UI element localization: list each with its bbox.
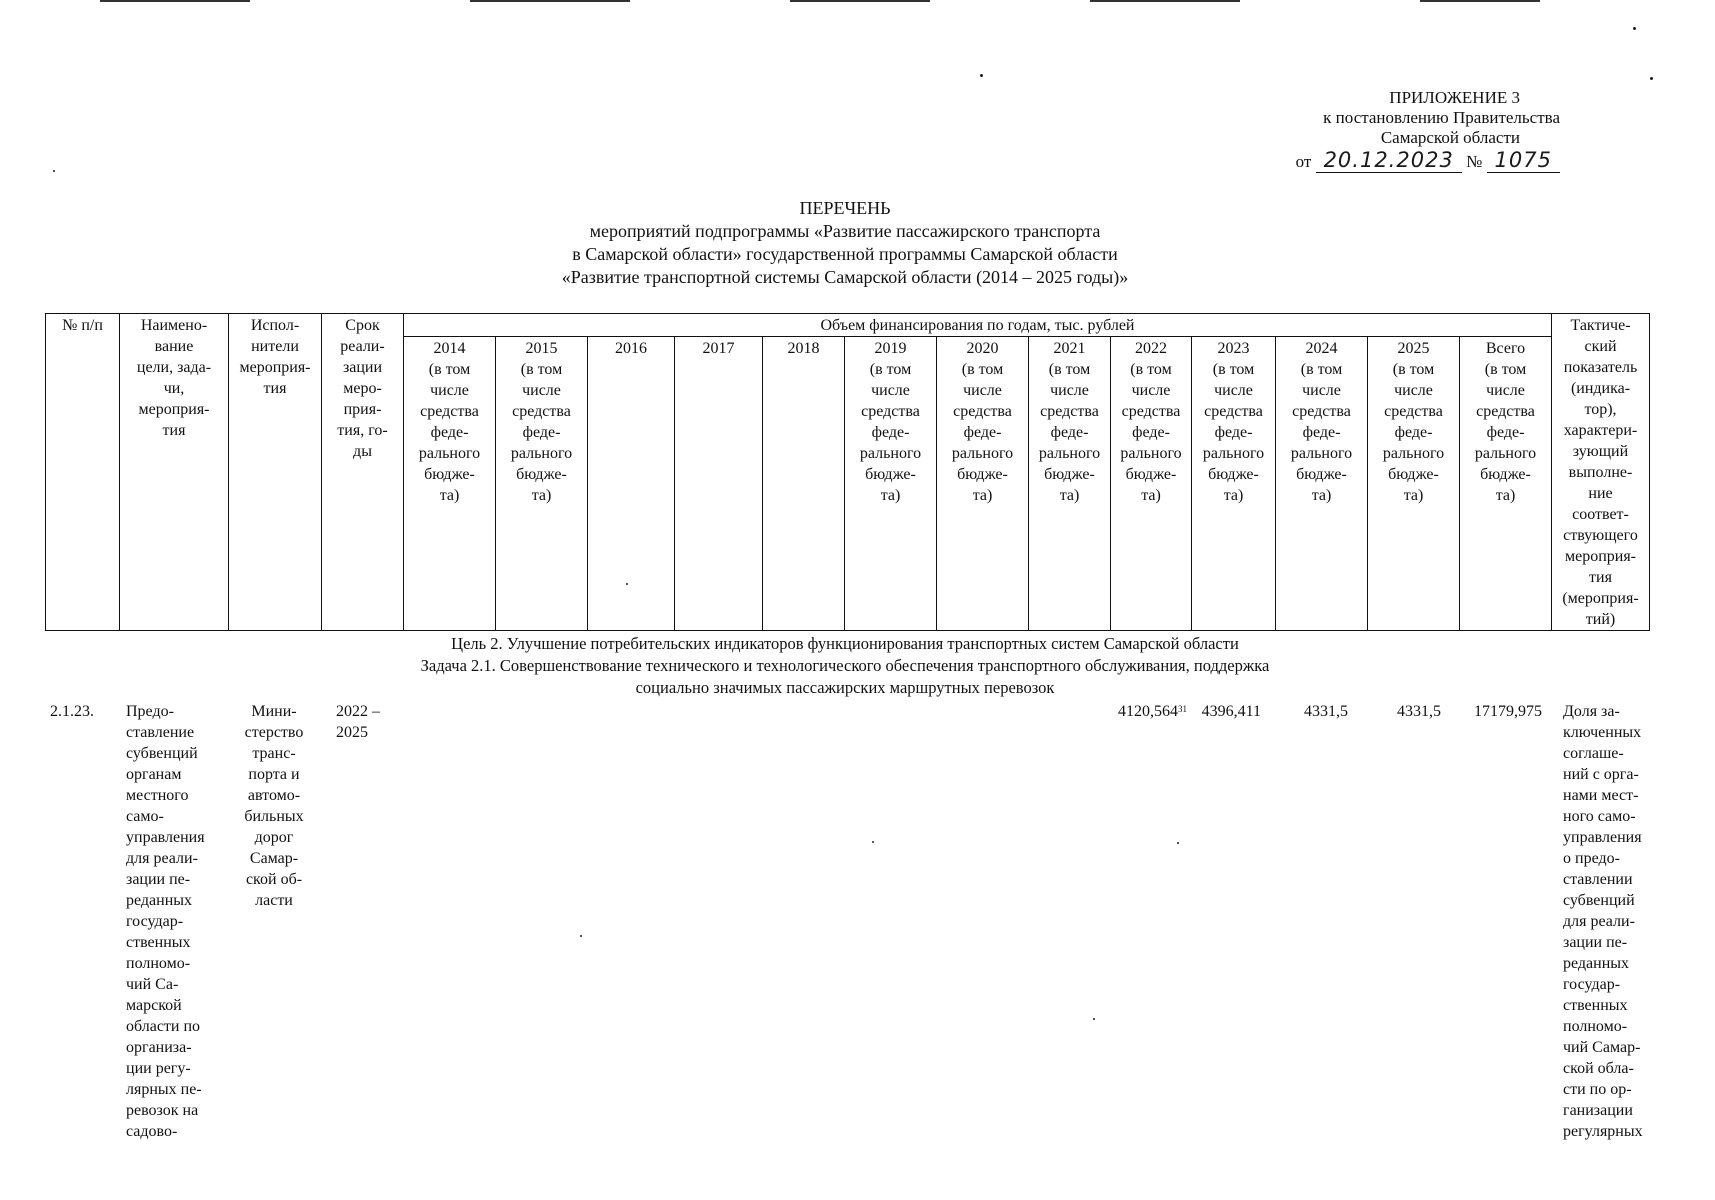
- title-line-2: мероприятий подпрограммы «Развитие пассажирского транспорта: [589, 221, 1101, 241]
- appendix-date-number: [1240, 150, 1560, 172]
- appendix-resolution-line: к постановлению Правительства: [1323, 108, 1560, 127]
- year-label: 2022: [1135, 340, 1167, 358]
- year-label: 2016: [615, 340, 647, 358]
- row-number: 2.1.23.: [50, 703, 94, 720]
- header-year-2017: [675, 337, 763, 631]
- year-label: 2021: [1053, 340, 1086, 358]
- header-year-2025: [1368, 337, 1460, 631]
- year-label: 2014: [433, 340, 466, 358]
- scan-edge-mark: [1090, 0, 1240, 2]
- scan-edge-mark: [470, 0, 630, 2]
- year-note: (в том числе средства феде- рального бюдже- та): [1382, 361, 1445, 505]
- header-col-term: Срок реали- зации меро- прия- тия, го- ды: [322, 314, 404, 631]
- year-note: (в том числе средства феде- рального бюдже- та): [418, 361, 481, 505]
- year-label: 2025: [1397, 340, 1430, 358]
- row-indicator: Доля за- ключенных соглаше- ний с орга- нами мест- ного само- управления о предо- ставлении субвенций для реали- зации пе- реданных государ- ственных полномо- чий Самар- ской обла- сти по ор- ганизации регулярных: [1563, 703, 1643, 1140]
- year-note: (в том числе средства феде- рального бюдже- та): [1202, 361, 1265, 505]
- year-note: (в том числе средства феде- рального бюдже- та): [859, 361, 922, 505]
- value-2022: 4120,564$^{31}$: [1118, 703, 1187, 720]
- header-year-2016: [588, 337, 675, 631]
- value-2024: 4331,5: [1304, 703, 1348, 720]
- value-2025: 4331,5: [1397, 703, 1441, 720]
- header-year-2022: [1111, 337, 1192, 631]
- number-label: №: [1466, 152, 1483, 171]
- year-note: (в том числе средства феде- рального бюдже- та): [951, 361, 1014, 505]
- task-heading-line-2: социально значимых пассажирских маршрутных перевозок: [635, 678, 1055, 697]
- header-year-total: [1460, 337, 1552, 631]
- title-line-3: в Самарской области» государственной программы Самарской области: [572, 244, 1118, 264]
- header-year-2021: [1029, 337, 1111, 631]
- year-label: 2023: [1217, 340, 1250, 358]
- year-note: (в том числе средства феде- рального бюдже- та): [1120, 361, 1182, 505]
- value-total: 17179,975: [1474, 703, 1542, 720]
- scan-edge-mark: [790, 0, 930, 2]
- document-title: [0, 197, 1690, 289]
- scan-edge-mark: [100, 0, 250, 2]
- header-year-2020: [937, 337, 1029, 631]
- year-note: (в том числе средства феде- рального бюдже- та): [510, 361, 573, 505]
- header-col-indicator: Тактиче- ский показатель (индика- тор), характери- зующий выполне- ние соответ- ствующего мероприя- тия (мероприя- тий): [1552, 314, 1650, 631]
- header-year-2014: [404, 337, 496, 631]
- scan-speck: [1177, 842, 1179, 844]
- year-label: 2015: [525, 340, 558, 358]
- header-year-2024: [1276, 337, 1368, 631]
- header-funding-group: Объем финансирования по годам, тыс. рублей: [404, 314, 1552, 337]
- row-name: Предо- ставление субвенций органам местного само- управления для реали- зации пе- реданных государ- ственных полномо- чий Са- марской области по организа- ции регу- лярных пе- ревозок на садово-: [126, 703, 205, 1140]
- header-col-number: № п/п: [46, 314, 120, 631]
- header-year-2015: [496, 337, 588, 631]
- year-label: 2018: [787, 340, 820, 358]
- appendix-header: [1240, 88, 1560, 172]
- scan-speck: [980, 74, 983, 77]
- row-executor: Мини- стерство транс- порта и автомо- бильных дорог Самар- ской об- ласти: [244, 703, 304, 909]
- year-note: (в том числе средства феде- рального бюдже- та): [1290, 361, 1353, 505]
- year-label: 2020: [966, 340, 999, 358]
- year-note: (в том числе средства феде- рального бюдже- та): [1038, 361, 1101, 505]
- year-label: 2019: [874, 340, 907, 358]
- header-col-name: Наимено- вание цели, зада- чи, мероприя- тия: [120, 314, 229, 631]
- footnote-marker: 31: [1178, 704, 1187, 714]
- header-col-executor: Испол- нители мероприя- тия: [229, 314, 322, 631]
- title-line-1: ПЕРЕЧЕНЬ: [799, 198, 891, 218]
- appendix-region-line: Самарской области: [1380, 128, 1520, 147]
- appendix-title: ПРИЛОЖЕНИЕ 3: [1389, 88, 1520, 107]
- header-year-2019: [845, 337, 937, 631]
- row-term: 2022 – 2025: [336, 703, 380, 741]
- goal-heading: Цель 2. Улучшение потребительских индикаторов функционирования транспортных систем Самарской области: [451, 634, 1239, 653]
- from-label: от: [1295, 152, 1312, 171]
- scan-speck: [53, 170, 55, 172]
- scan-speck: [1093, 1018, 1095, 1020]
- title-line-4: «Развитие транспортной системы Самарской области (2014 – 2025 годы)»: [561, 267, 1129, 287]
- scan-speck: [1633, 27, 1636, 30]
- header-year-2023: [1192, 337, 1276, 631]
- handwritten-number: 1075: [1487, 148, 1560, 173]
- scan-speck: [1650, 77, 1653, 80]
- scan-edge-mark: [1420, 0, 1540, 2]
- year-label: Всего: [1485, 340, 1526, 358]
- handwritten-date: 20.12.2023: [1316, 148, 1462, 173]
- header-year-2018: [763, 337, 845, 631]
- task-heading-line-1: Задача 2.1. Совершенствование технического и технологического обеспечения транспортного обслуживания, поддержка: [420, 656, 1270, 675]
- year-note: (в том числе средства феде- рального бюдже- та): [1474, 361, 1537, 505]
- scan-speck: [872, 841, 874, 843]
- year-label: 2024: [1305, 340, 1338, 358]
- funding-table-header: [45, 313, 1650, 631]
- value-2023: 4396,411: [1201, 703, 1261, 720]
- scan-speck: [580, 935, 582, 937]
- year-label: 2017: [702, 340, 735, 358]
